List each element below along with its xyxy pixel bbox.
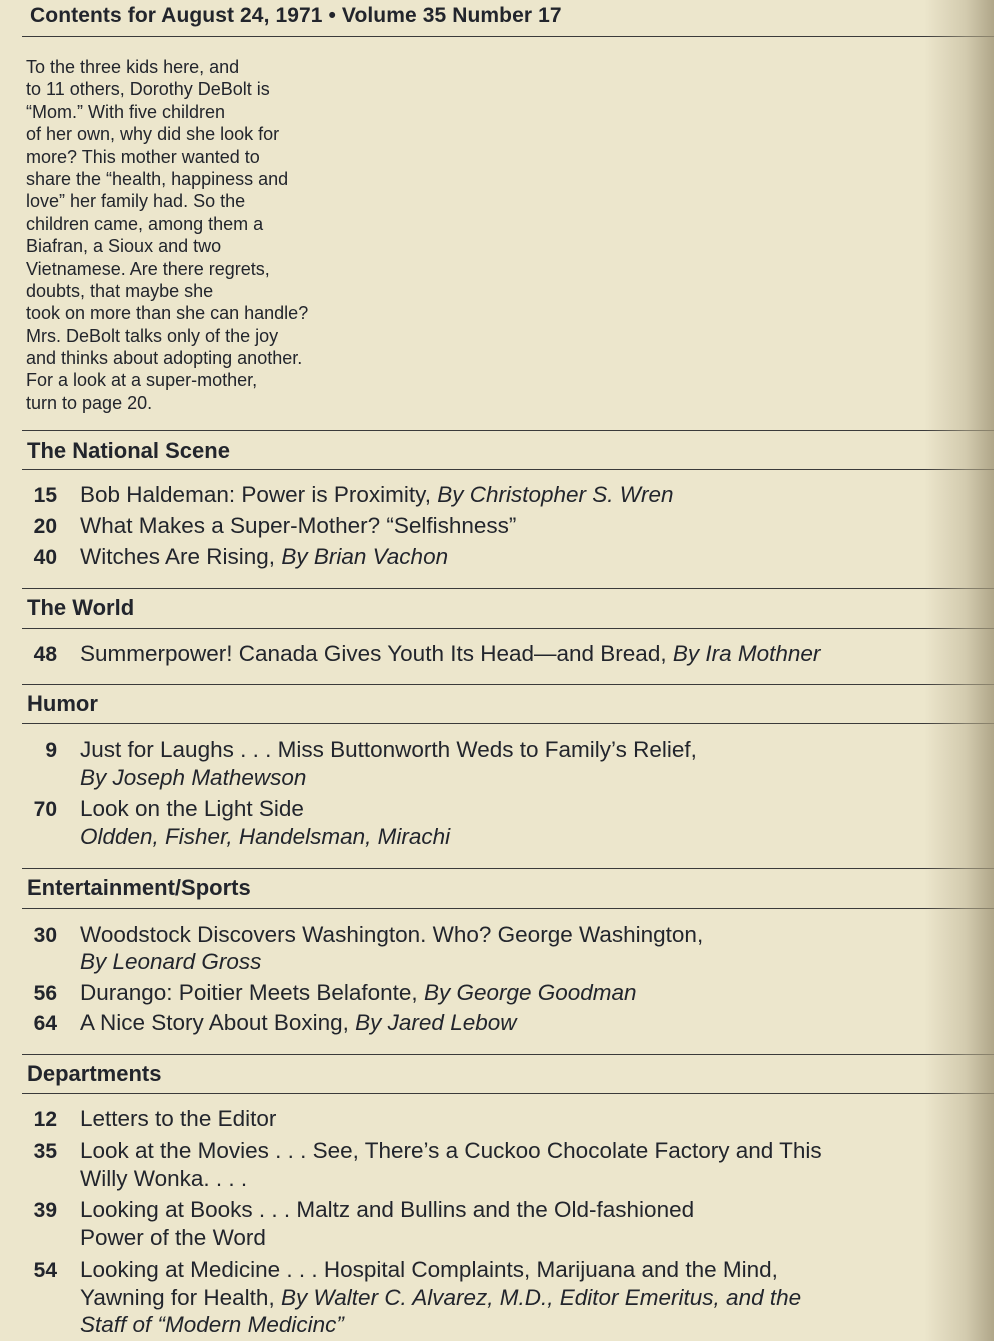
section-title-world: The World <box>27 595 135 620</box>
article-title: Look at the Movies . . . See, There’s a Cuckoo Chocolate Factory and This <box>80 1138 822 1163</box>
article-byline: By George Goodman <box>423 980 637 1005</box>
section-title-national-scene: The National Scene <box>27 438 230 463</box>
article-title: Bob Haldeman: Power is Proximity, <box>80 482 438 507</box>
blurb-line: “Mom.” With five children <box>26 101 226 122</box>
blurb-line: more? This mother wanted to <box>26 146 260 167</box>
page-number: 20 <box>33 515 57 538</box>
article-title: Woodstock Discovers Washington. Who? George Washington, <box>80 922 704 947</box>
article-title: Look on the Light Side <box>80 796 304 821</box>
cover-story-blurb <box>26 56 386 414</box>
article-byline: By Brian Vachon <box>281 544 449 569</box>
article-title: Witches Are Rising, <box>80 544 282 569</box>
divider <box>22 684 994 685</box>
article-title: What Makes a Super-Mother? “Selfishness” <box>80 513 517 538</box>
page-number: 39 <box>33 1199 57 1222</box>
blurb-line: children came, among them a <box>26 213 264 234</box>
article-title: Summerpower! Canada Gives Youth Its Head—and Bread, <box>80 641 673 666</box>
divider <box>22 1054 994 1055</box>
divider <box>22 588 994 589</box>
page-number: 70 <box>33 798 57 821</box>
article-byline-continued: Staff of “Modern Medicinc” <box>80 1312 344 1337</box>
page-number: 64 <box>33 1012 57 1035</box>
blurb-line: of her own, why did she look for <box>26 124 280 145</box>
divider <box>22 628 994 629</box>
divider <box>22 430 994 431</box>
article-byline: Oldden, Fisher, Handelsman, Mirachi <box>80 824 451 849</box>
article-title: Letters to the Editor <box>80 1106 277 1131</box>
article-byline: By Joseph Mathewson <box>80 765 307 790</box>
article-title: Durango: Poitier Meets Belafonte, <box>80 980 424 1005</box>
article-byline: By Walter C. Alvarez, M.D., Editor Emeritus, and the <box>280 1285 802 1310</box>
page-number: 12 <box>33 1108 57 1131</box>
masthead: Contents for August 24, 1971 • Volume 35 Number 17 <box>30 4 562 27</box>
divider <box>22 868 994 869</box>
page-number: 30 <box>33 924 57 947</box>
section-title-humor: Humor <box>27 691 98 716</box>
divider <box>22 908 994 909</box>
blurb-line: share the “health, happiness and <box>26 168 289 189</box>
blurb-line: to 11 others, Dorothy DeBolt is <box>26 79 270 100</box>
divider <box>22 469 994 470</box>
page-number: 9 <box>45 739 57 762</box>
article-byline: By Jared Lebow <box>355 1010 517 1035</box>
article-title: Looking at Medicine . . . Hospital Complaints, Marijuana and the Mind, <box>80 1257 778 1282</box>
article-title-continued: Power of the Word <box>80 1225 266 1250</box>
article-title: A Nice Story About Boxing, <box>80 1010 356 1035</box>
article-title: Looking at Books . . . Maltz and Bullins and the Old-fashioned <box>80 1197 695 1222</box>
blurb-line: Biafran, a Sioux and two <box>26 236 222 257</box>
page-number: 56 <box>33 982 57 1005</box>
blurb-line: took on more than she can handle? <box>26 303 309 324</box>
article-title-continued: Willy Wonka. . . . <box>80 1166 248 1191</box>
blurb-line: Vietnamese. Are there regrets, <box>26 258 270 279</box>
article-byline: By Christopher S. Wren <box>437 482 674 507</box>
blurb-line: and thinks about adopting another. <box>26 348 303 369</box>
page-number: 15 <box>33 484 57 507</box>
divider <box>22 723 994 724</box>
page-number: 40 <box>33 546 57 569</box>
page-number: 35 <box>33 1140 57 1163</box>
blurb-line: To the three kids here, and <box>26 57 240 77</box>
blurb-line: love” her family had. So the <box>26 191 246 212</box>
article-title: Just for Laughs . . . Miss Buttonworth Weds to Family’s Relief, <box>80 737 697 762</box>
blurb-line: Mrs. DeBolt talks only of the joy <box>26 325 279 346</box>
page-number: 54 <box>33 1259 57 1282</box>
section-title-entertainment-sports: Entertainment/Sports <box>27 875 251 900</box>
divider <box>22 1093 994 1094</box>
blurb-line: doubts, that maybe she <box>26 280 214 301</box>
blurb-line: For a look at a super-mother, <box>26 370 258 391</box>
article-byline: By Ira Mothner <box>672 641 821 666</box>
article-title-continued: Yawning for Health, <box>80 1285 281 1310</box>
article-byline: By Leonard Gross <box>80 949 262 974</box>
divider <box>22 36 994 37</box>
page-number: 48 <box>33 643 57 666</box>
section-title-departments: Departments <box>27 1061 162 1086</box>
blurb-line: turn to page 20. <box>26 392 153 413</box>
